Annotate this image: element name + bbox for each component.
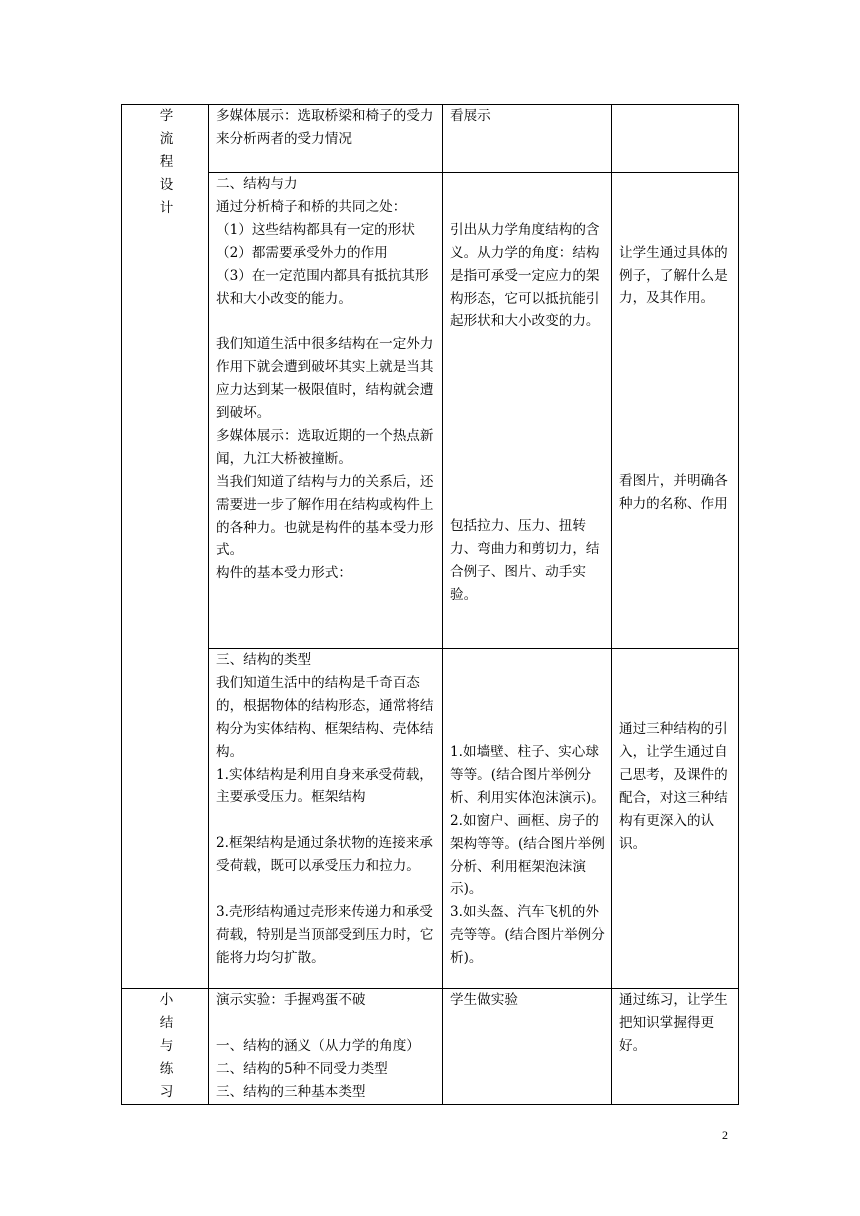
table-row (122, 649, 739, 989)
table-row (122, 105, 739, 173)
content-cell: 二、结构与力 通过分析椅子和桥的共同之处： （1）这些结构都具有一定的形状 （2）都需要承受外力的作用 （3）在一定范围内都具有抵抗其形状和大小改变的能力。 我们知道生活中很多结构在一定外力作用下就会遭到破坏其实上就是当其应力达到某一极限值时，结构就会遭到破坏。 多媒体展示：选取近期的一个热点新闻，九江大桥被撞断。 当我们知道了结构与力的关系后，还需要进一步了解作用在结构或构件上的各种力。也就是构件的基本受力形式。 构件的基本受力形式： (209, 173, 443, 649)
stage-cell-summary: 小 结 与 练 习 (122, 989, 209, 1105)
student-activity-cell: 看展示 (443, 105, 612, 173)
table-row (122, 989, 739, 1105)
intent-cell: 通过练习，让学生把知识掌握得更好。 (612, 989, 739, 1105)
student-activity-cell: 引出从力学角度结构的含义。从力学的角度：结构是指可承受一定应力的架构形态，它可以抵抗能引起形状和大小改变的力。 包括拉力、压力、扭转力、弯曲力和剪切力，结合例子、图片、动手实验。 (443, 173, 612, 649)
intent-cell: 通过三种结构的引入，让学生通过自己思考，及课件的配合，对这三种结构有更深入的认识。 (612, 649, 739, 989)
lesson-plan-table (121, 104, 739, 1105)
table-row (122, 173, 739, 649)
content-cell: 演示实验：手握鸡蛋不破 一、结构的涵义（从力学的角度） 二、结构的5种不同受力类型 三、结构的三种基本类型 (209, 989, 443, 1105)
student-activity-cell: 学生做实验 (443, 989, 612, 1105)
content-cell: 三、结构的类型 我们知道生活中的结构是千奇百态的，根据物体的结构形态，通常将结构分为实体结构、框架结构、壳体结构。 1.实体结构是利用自身来承受荷载，主要承受压力。框架结构 2.框架结构是通过条状物的连接来承受荷载，既可以承受压力和拉力。 3.壳形结构通过壳形来传递力和承受荷载，特别是当顶部受到压力时，它能将力均匀扩散。 (209, 649, 443, 989)
page-number: 2 (722, 1128, 728, 1142)
intent-cell: 让学生通过具体的例子，了解什么是力，及其作用。 看图片，并明确各种力的名称、作用 (612, 173, 739, 649)
student-activity-cell: 1.如墙壁、柱子、实心球等等。(结合图片举例分析、利用实体泡沫演示)。 2.如窗户、画框、房子的架构等等。(结合图片举例分析、利用框架泡沫演示)。 3.如头盔、汽车飞机的外壳等等。(结合图片举例分析)。 (443, 649, 612, 989)
intent-cell (612, 105, 739, 173)
stage-cell-process: 学 流 程 设 计 (122, 105, 209, 989)
content-cell: 多媒体展示：选取桥梁和椅子的受力来分析两者的受力情况 (209, 105, 443, 173)
